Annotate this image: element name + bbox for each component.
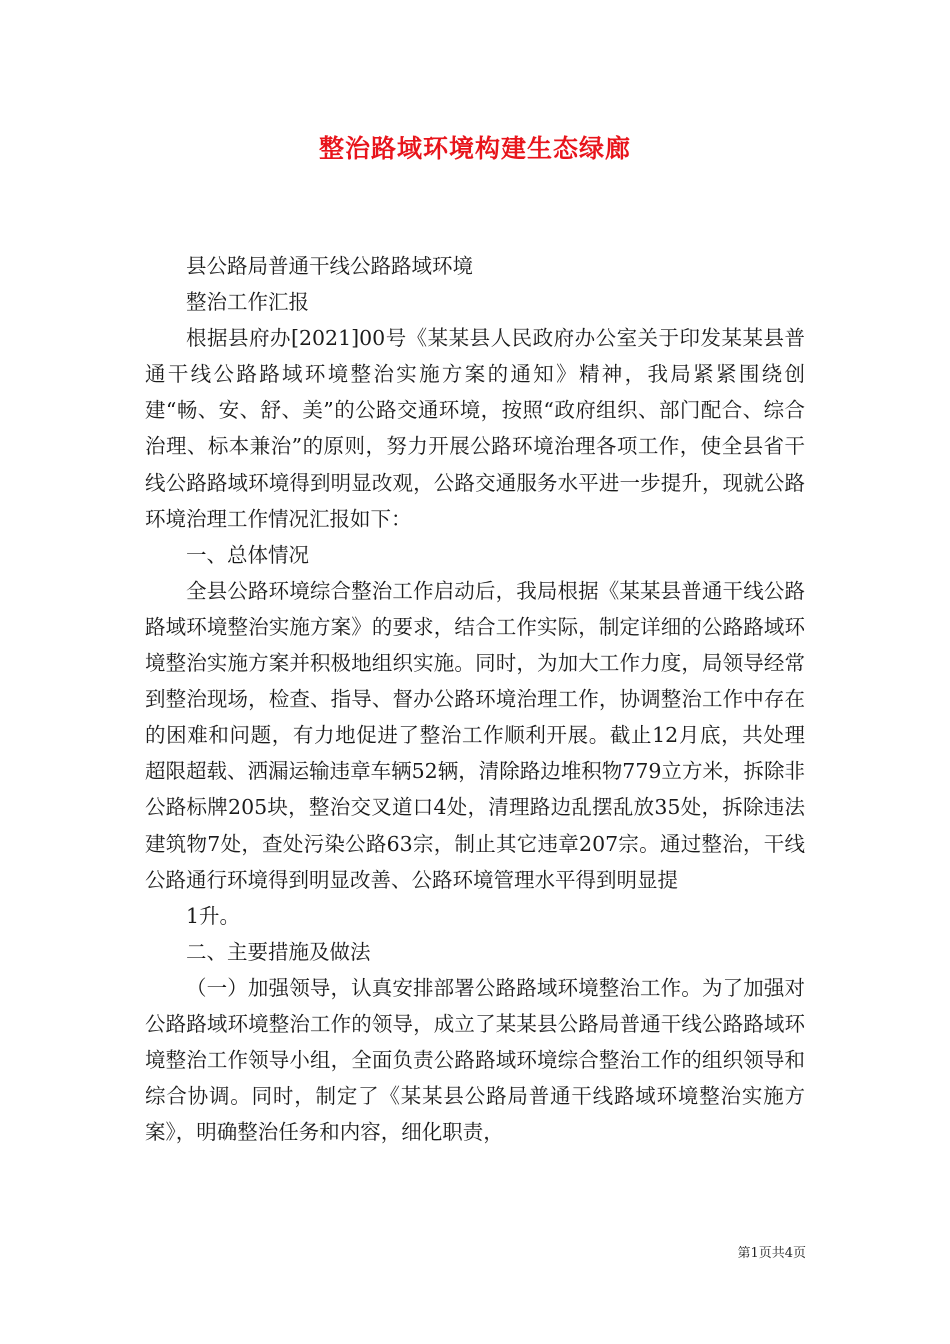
paragraph-overview-continuation: 1升。 <box>186 903 241 928</box>
page-number: 第1页共4页 <box>737 1246 806 1261</box>
paragraph-measures-1: （一）加强领导，认真安排部署公路路域环境整治工作。为了加强对公路路域环境整治工作的领导，成立了某某县公路局普通干线公路路域环境整治工作领导小组，全面负责公路路域环境综合整治工作的组织领导和综合协调。同时，制定了《某某县公路局普通干线路域环境整治实施方案》，明确整治任务和内容，细化职责， <box>145 975 805 1145</box>
paragraph-intro: 根据县府办[2021]00号《某某县人民政府办公室关于印发某某县普通干线公路路域环境整治实施方案的通知》精神，我局紧紧围绕创建“畅、安、舒、美”的公路交通环境，按照“政府组织、部门配合、综合治理、标本兼治”的原则，努力开展公路环境治理各项工作，使全县省干线公路路域环境得到明显改观，公路交通服务水平进一步提升，现就公路环境治理工作情况汇报如下： <box>145 326 805 531</box>
paragraph-overview: 全县公路环境综合整治工作启动后，我局根据《某某县普通干线公路路域环境整治实施方案》的要求，结合工作实际，制定详细的公路路域环境整治实施方案并积极地组织实施。同时，为加大工作力度，局领导经常到整治现场，检查、指导、督办公路环境治理工作，协调整治工作中存在的困难和问题，有力地促进了整治工作顺利开展。截止12月底，共处理超限超载、洒漏运输违章车辆52辆，清除路边堆积物779立方米，拆除非公路标牌205块，整治交叉道口4处，清理路边乱摆乱放35处，拆除违法建筑物7处，查处污染公路63宗，制止其它违章207宗。通过整治，干线公路通行环境得到明显改善、公路环境管理水平得到明显提 <box>145 578 805 892</box>
document-body <box>145 248 805 1150</box>
section-heading-measures: 二、主要措施及做法 <box>186 939 371 964</box>
paragraph-subtitle-line-1: 县公路局普通干线公路路域环境 <box>186 254 473 278</box>
section-heading-overview: 一、总体情况 <box>186 542 309 567</box>
document-title: 整治路域环境构建生态绿廊 <box>318 134 631 163</box>
paragraph-subtitle-line-2: 整治工作汇报 <box>186 290 309 315</box>
